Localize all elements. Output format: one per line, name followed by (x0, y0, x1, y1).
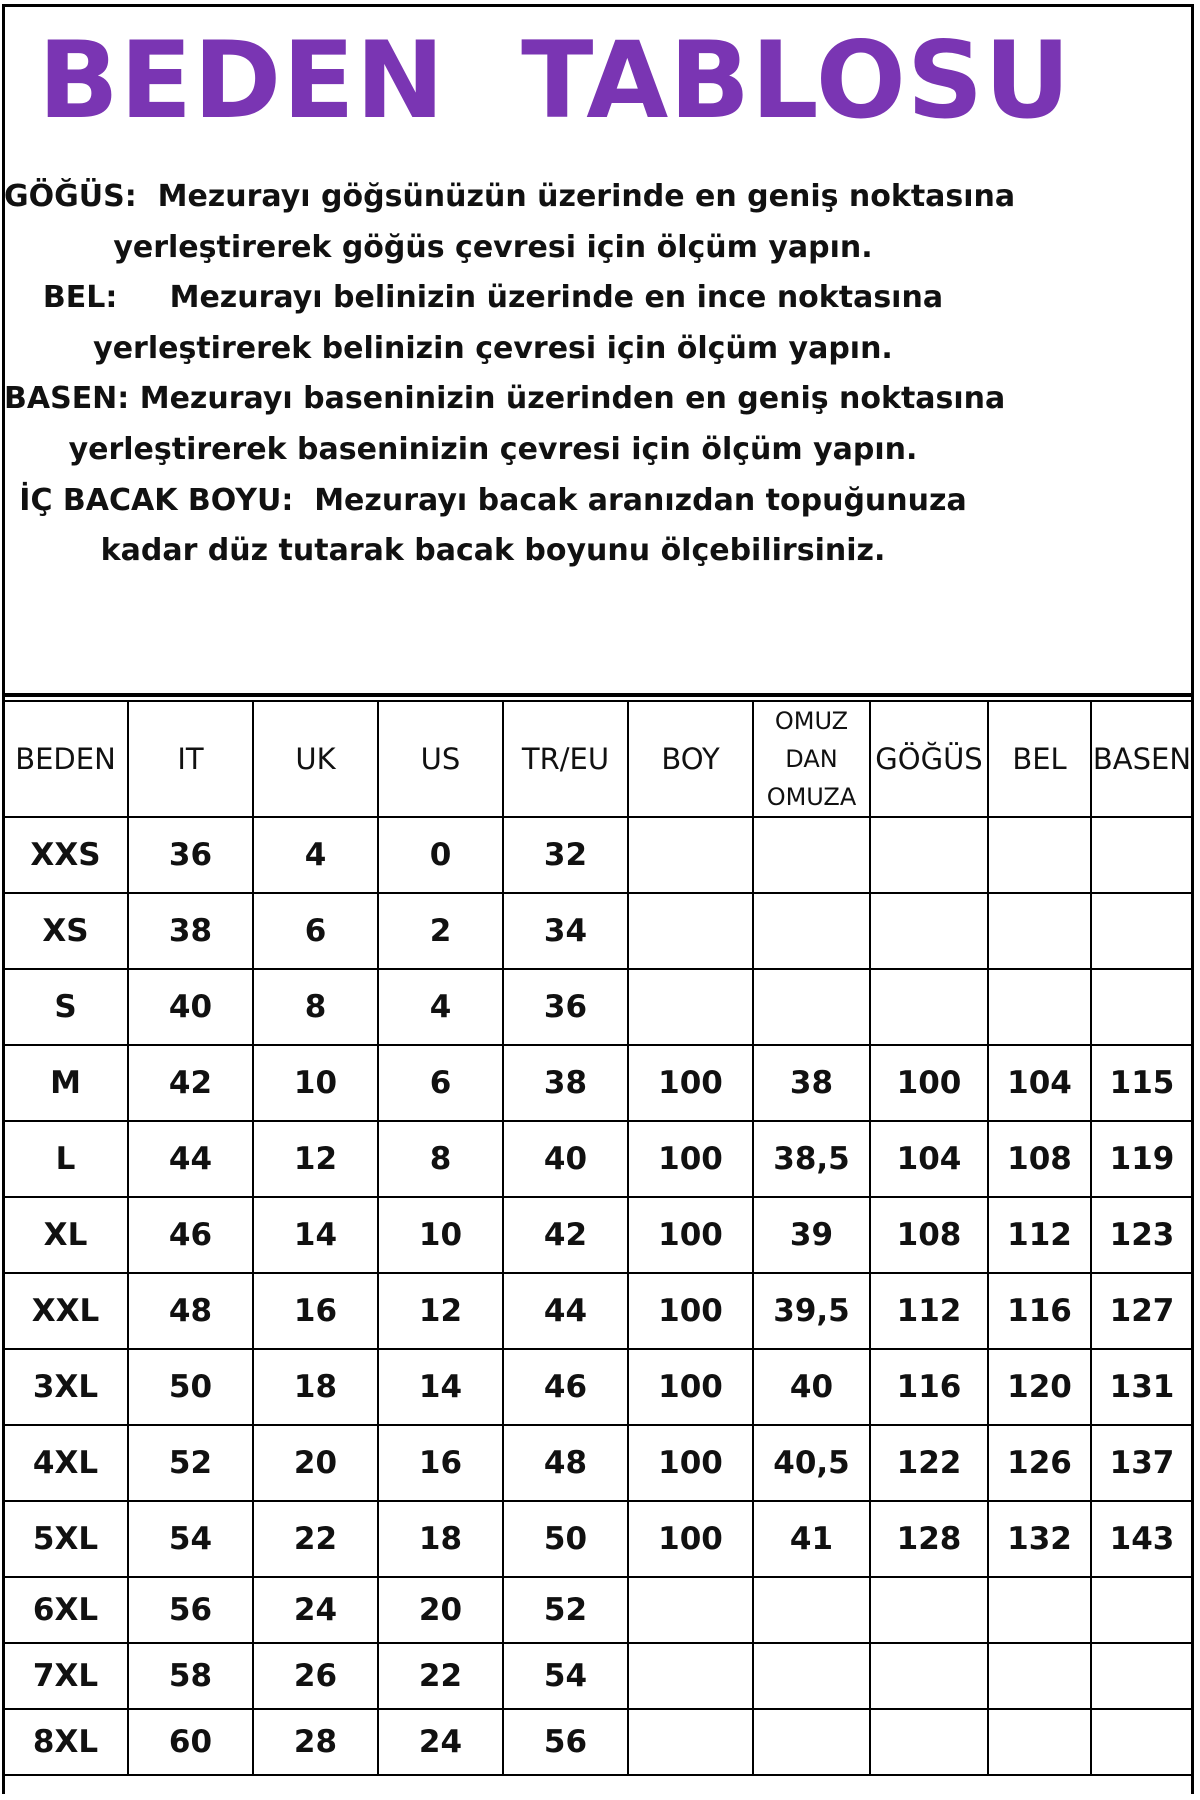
cell-it: 36 (128, 817, 253, 893)
cell-bel: 120 (988, 1349, 1091, 1425)
cell-it: 44 (128, 1121, 253, 1197)
cell-bel: 132 (988, 1501, 1091, 1577)
cell-uk: 6 (253, 893, 378, 969)
header-boy: BOY (628, 701, 753, 817)
cell-boy: 100 (628, 1045, 753, 1121)
cell-it: 52 (128, 1425, 253, 1501)
header-tr-eu: TR/EU (503, 701, 628, 817)
cell-tr-eu: 34 (503, 893, 628, 969)
header-omuz-dan-omuza: OMUZ DAN OMUZA (753, 701, 870, 817)
table-row (3, 1349, 1193, 1425)
cell-size: XXS (3, 817, 128, 893)
cell-bel: 112 (988, 1197, 1091, 1273)
cell-bel (988, 1643, 1091, 1709)
cell-size: 5XL (3, 1501, 128, 1577)
cell-omuz: 38 (753, 1045, 870, 1121)
cell-us: 18 (378, 1501, 503, 1577)
cell-boy (628, 1643, 753, 1709)
cell-it: 40 (128, 969, 253, 1045)
cell-uk: 28 (253, 1709, 378, 1775)
cell-bel: 104 (988, 1045, 1091, 1121)
cell-boy (628, 893, 753, 969)
cell-us: 20 (378, 1577, 503, 1643)
cell-omuz: 38,5 (753, 1121, 870, 1197)
cell-size: 7XL (3, 1643, 128, 1709)
cell-us: 2 (378, 893, 503, 969)
cell-uk: 18 (253, 1349, 378, 1425)
instruction-line: BASEN: Mezurayı baseninizin üzerinden en geniş noktasına (4, 381, 1006, 417)
table-row (3, 1273, 1193, 1349)
cell-omuz: 39 (753, 1197, 870, 1273)
table-header-row (3, 701, 1193, 817)
size-table (2, 700, 1194, 1776)
cell-gogus: 116 (870, 1349, 988, 1425)
cell-omuz (753, 893, 870, 969)
cell-uk: 16 (253, 1273, 378, 1349)
table-row (3, 1577, 1193, 1643)
header-basen: BASEN (1091, 701, 1193, 817)
cell-uk: 4 (253, 817, 378, 893)
cell-bel: 126 (988, 1425, 1091, 1501)
cell-size: 4XL (3, 1425, 128, 1501)
cell-omuz: 39,5 (753, 1273, 870, 1349)
cell-gogus: 112 (870, 1273, 988, 1349)
cell-basen (1091, 1577, 1193, 1643)
cell-basen (1091, 817, 1193, 893)
cell-basen (1091, 893, 1193, 969)
instruction-line: GÖĞÜS: Mezurayı göğsünüzün üzerinde en geniş noktasına (4, 179, 1016, 214)
cell-size: XXL (3, 1273, 128, 1349)
cell-basen: 123 (1091, 1197, 1193, 1273)
cell-basen (1091, 1643, 1193, 1709)
cell-omuz (753, 1643, 870, 1709)
cell-bel: 108 (988, 1121, 1091, 1197)
page-title: BEDEN TABLOSU (38, 19, 1072, 142)
instruction-line: yerleştirerek baseninizin çevresi için ölçüm yapın. (68, 431, 918, 467)
table-row (3, 1643, 1193, 1709)
cell-omuz (753, 817, 870, 893)
measurement-instructions (4, 172, 1016, 577)
cell-bel (988, 1577, 1091, 1643)
cell-it: 42 (128, 1045, 253, 1121)
cell-basen: 115 (1091, 1045, 1193, 1121)
cell-uk: 8 (253, 969, 378, 1045)
cell-uk: 12 (253, 1121, 378, 1197)
table-row (3, 1425, 1193, 1501)
cell-boy: 100 (628, 1273, 753, 1349)
cell-basen: 131 (1091, 1349, 1193, 1425)
cell-tr-eu: 42 (503, 1197, 628, 1273)
cell-uk: 24 (253, 1577, 378, 1643)
cell-omuz: 40,5 (753, 1425, 870, 1501)
cell-gogus: 100 (870, 1045, 988, 1121)
cell-us: 0 (378, 817, 503, 893)
section-divider (2, 693, 1194, 697)
cell-basen: 127 (1091, 1273, 1193, 1349)
cell-tr-eu: 40 (503, 1121, 628, 1197)
cell-us: 24 (378, 1709, 503, 1775)
cell-boy: 100 (628, 1501, 753, 1577)
cell-uk: 20 (253, 1425, 378, 1501)
cell-omuz (753, 1709, 870, 1775)
cell-basen (1091, 1709, 1193, 1775)
cell-boy (628, 817, 753, 893)
cell-size: 8XL (3, 1709, 128, 1775)
cell-boy (628, 1709, 753, 1775)
cell-it: 58 (128, 1643, 253, 1709)
cell-gogus (870, 1577, 988, 1643)
table-row (3, 1709, 1193, 1775)
cell-gogus (870, 1643, 988, 1709)
cell-boy (628, 969, 753, 1045)
cell-tr-eu: 48 (503, 1425, 628, 1501)
cell-tr-eu: 50 (503, 1501, 628, 1577)
cell-bel: 116 (988, 1273, 1091, 1349)
cell-gogus: 128 (870, 1501, 988, 1577)
table-row (3, 969, 1193, 1045)
cell-us: 14 (378, 1349, 503, 1425)
instruction-line: yerleştirerek göğüs çevresi için ölçüm yapın. (113, 229, 873, 265)
instruction-line: yerleştirerek belinizin çevresi için ölçüm yapın. (93, 330, 893, 366)
cell-it: 54 (128, 1501, 253, 1577)
cell-gogus: 122 (870, 1425, 988, 1501)
cell-it: 56 (128, 1577, 253, 1643)
cell-boy: 100 (628, 1197, 753, 1273)
instruction-line: kadar düz tutarak bacak boyunu ölçebilirsiniz. (100, 533, 886, 569)
header-it: IT (128, 701, 253, 817)
cell-size: 3XL (3, 1349, 128, 1425)
cell-bel (988, 893, 1091, 969)
cell-uk: 10 (253, 1045, 378, 1121)
cell-omuz (753, 969, 870, 1045)
header-us: US (378, 701, 503, 817)
cell-uk: 22 (253, 1501, 378, 1577)
cell-bel (988, 969, 1091, 1045)
cell-tr-eu: 54 (503, 1643, 628, 1709)
cell-boy (628, 1577, 753, 1643)
table-row (3, 1501, 1193, 1577)
cell-it: 48 (128, 1273, 253, 1349)
cell-it: 46 (128, 1197, 253, 1273)
cell-it: 60 (128, 1709, 253, 1775)
cell-tr-eu: 44 (503, 1273, 628, 1349)
cell-gogus (870, 817, 988, 893)
cell-size: S (3, 969, 128, 1045)
size-table-body (3, 817, 1193, 1775)
cell-gogus (870, 1709, 988, 1775)
header-beden: BEDEN (3, 701, 128, 817)
cell-us: 16 (378, 1425, 503, 1501)
cell-it: 38 (128, 893, 253, 969)
table-row (3, 893, 1193, 969)
header-gogus: GÖĞÜS (870, 701, 988, 817)
header-bel: BEL (988, 701, 1091, 817)
cell-us: 22 (378, 1643, 503, 1709)
cell-omuz (753, 1577, 870, 1643)
cell-basen: 143 (1091, 1501, 1193, 1577)
cell-bel (988, 817, 1091, 893)
cell-size: L (3, 1121, 128, 1197)
cell-boy: 100 (628, 1425, 753, 1501)
table-row (3, 817, 1193, 893)
cell-size: XL (3, 1197, 128, 1273)
cell-uk: 14 (253, 1197, 378, 1273)
cell-omuz: 40 (753, 1349, 870, 1425)
table-row (3, 1045, 1193, 1121)
cell-basen: 119 (1091, 1121, 1193, 1197)
cell-gogus: 108 (870, 1197, 988, 1273)
cell-omuz: 41 (753, 1501, 870, 1577)
cell-basen: 137 (1091, 1425, 1193, 1501)
cell-basen (1091, 969, 1193, 1045)
cell-boy: 100 (628, 1121, 753, 1197)
header-uk: UK (253, 701, 378, 817)
instruction-line: BEL: Mezurayı belinizin üzerinde en ince noktasına (42, 280, 944, 316)
cell-tr-eu: 46 (503, 1349, 628, 1425)
cell-tr-eu: 32 (503, 817, 628, 893)
cell-size: XS (3, 893, 128, 969)
table-row (3, 1121, 1193, 1197)
cell-us: 10 (378, 1197, 503, 1273)
cell-tr-eu: 38 (503, 1045, 628, 1121)
cell-bel (988, 1709, 1091, 1775)
cell-boy: 100 (628, 1349, 753, 1425)
cell-uk: 26 (253, 1643, 378, 1709)
cell-it: 50 (128, 1349, 253, 1425)
cell-size: 6XL (3, 1577, 128, 1643)
cell-us: 8 (378, 1121, 503, 1197)
cell-gogus: 104 (870, 1121, 988, 1197)
instruction-line: İÇ BACAK BOYU: Mezurayı bacak aranızdan topuğunuza (19, 482, 967, 518)
cell-us: 6 (378, 1045, 503, 1121)
cell-us: 4 (378, 969, 503, 1045)
cell-tr-eu: 56 (503, 1709, 628, 1775)
cell-size: M (3, 1045, 128, 1121)
cell-tr-eu: 36 (503, 969, 628, 1045)
cell-gogus (870, 969, 988, 1045)
cell-gogus (870, 893, 988, 969)
cell-tr-eu: 52 (503, 1577, 628, 1643)
cell-us: 12 (378, 1273, 503, 1349)
table-row (3, 1197, 1193, 1273)
